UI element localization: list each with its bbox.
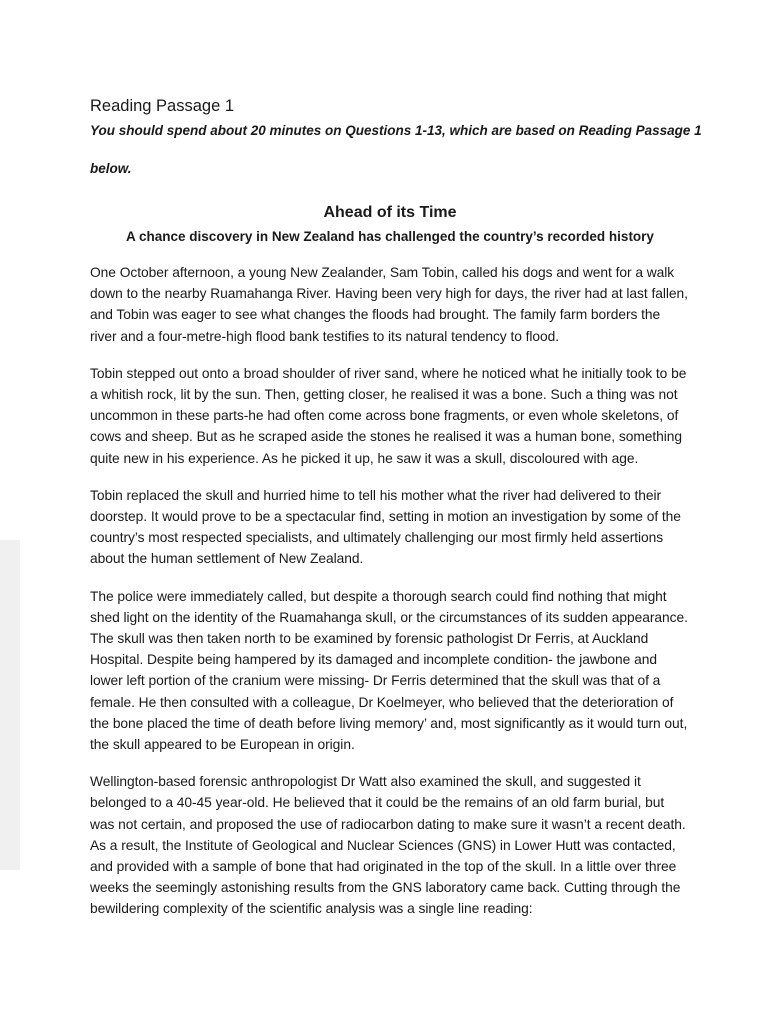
section-title: Reading Passage 1 (90, 97, 235, 115)
instructions-continued: below. (90, 161, 132, 176)
paragraph-1: One October afternoon, a young New Zealander, Sam Tobin, called his dogs and went for a walk down to the nearby Ruamahanga River. Having been very high for days, the river had at last fallen, and Tobin was eager to see what changes the floods had brought. The family farm borders the river and a four-metre-high flood bank testifies to its natural tendency to flood. (90, 265, 688, 344)
instructions: You should spend about 20 minutes on Questions 1-13, which are based on Reading Passage 1 (90, 123, 702, 138)
paragraph-5: Wellington-based forensic anthropologist Dr Watt also examined the skull, and suggested it belonged to a 40-45 year-old. He believed that it could be the remains of an old farm burial, but was not certain, and proposed the use of radiocarbon dating to make sure it wasn’t a recent death. As a result, the Institute of Geological and Nuclear Sciences (GNS) in Lower Hutt was contacted, and provided with a sample of bone that had originated in the top of the skull. In a little over three weeks the seemingly astonishing results from the GNS laboratory came back. Cutting through the bewildering complexity of the scientific analysis was a single line reading: (90, 774, 686, 917)
article-subtitle: A chance discovery in New Zealand has challenged the country’s recorded history (126, 229, 654, 244)
document-content (90, 92, 702, 920)
paragraph-4: The police were immediately called, but despite a thorough search could find nothing that might shed light on the identity of the Ruamahanga skull, or the circumstances of its sudden appearance. The skull was then taken north to be examined by forensic pathologist Dr Ferris, at Auckland Hospital. Despite being hampered by its damaged and incomplete condition- the jawbone and lower left portion of the cranium were missing- Dr Ferris determined that the skull was that of a female. He then consulted with a colleague, Dr Koelmeyer, who believed that the deterioration of the bone placed the time of death before living memory’ and, most significantly as it would turn out, the skull appeared to be European in origin. (90, 588, 688, 753)
paragraph-3: Tobin replaced the skull and hurried hime to tell his mother what the river had delivered to their doorstep. It would prove to be a spectacular find, setting in motion an investigation by some of the country’s most respected specialists, and ultimately challenging our most firmly held assertions about the human settlement of New Zealand. (90, 487, 681, 567)
article-title: Ahead of its Time (323, 204, 457, 221)
paragraph-2: Tobin stepped out onto a broad shoulder of river sand, where he noticed what he initially took to be a whitish rock, lit by the sun. Then, getting closer, he realised it was a bone. Such a thing was not uncommon in these parts-he had often come across bone fragments, or even whole skeletons, of cows and sheep. But as he scraped aside the stones he realised it was a human bone, something quite new in his experience. As he picked it up, he saw it was a skull, discoloured with age. (90, 365, 687, 466)
page-edge-shadow (0, 540, 20, 870)
